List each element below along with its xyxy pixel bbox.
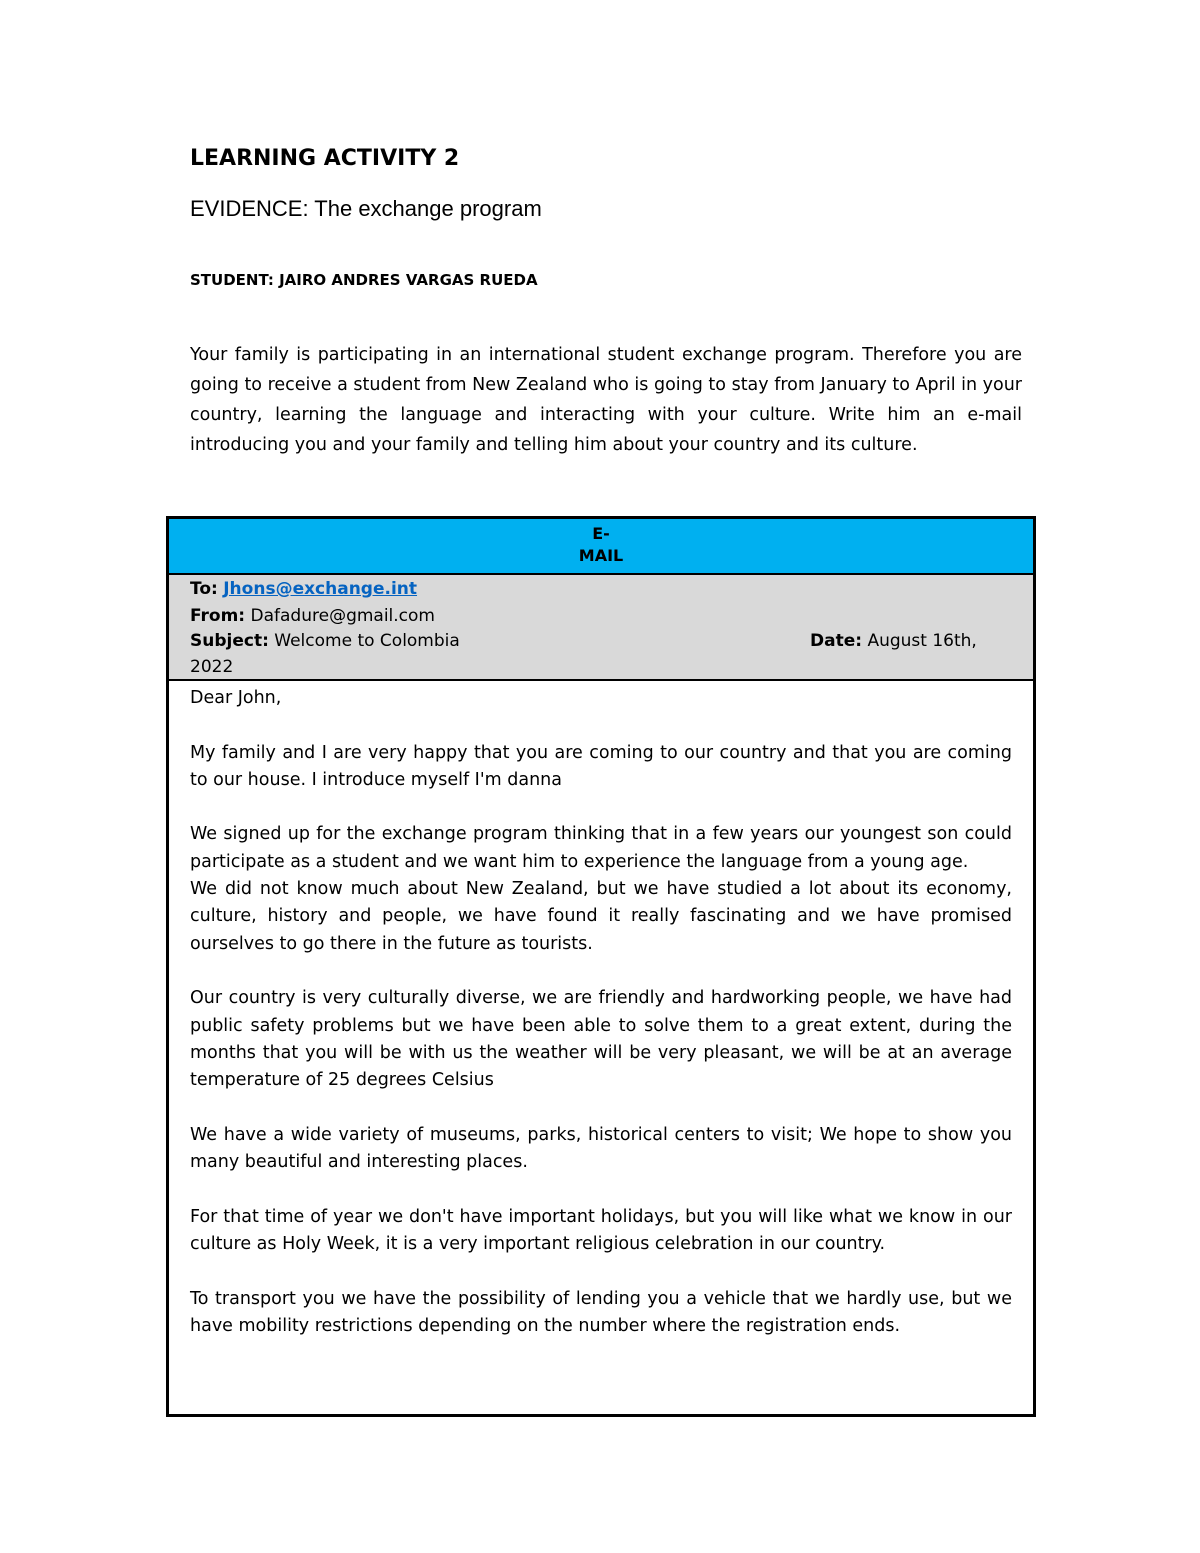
from-label: From:: [190, 606, 246, 626]
email-header: [169, 519, 1033, 575]
body-paragraph-1: My family and I are very happy that you are coming to our country and that you are coming to our house. I introduce myself I'm danna: [190, 742, 1012, 790]
to-email-link[interactable]: Jhons@exchange.int: [223, 579, 418, 599]
subject-label: Subject:: [190, 631, 269, 651]
body-paragraph-3: We did not know much about New Zealand, but we have studied a lot about its economy, culture, history and people, we have found it really fascinating and we have promised ourselves to go there in the future as tourists.: [190, 879, 1012, 954]
from-row: [190, 606, 435, 626]
body-paragraph-5: We have a wide variety of museums, parks, historical centers to visit; We hope to show you many beautiful and interesting places.: [190, 1124, 1012, 1173]
date-year: 2022: [190, 657, 234, 677]
to-row: [190, 579, 417, 599]
date-value: August 16th,: [867, 631, 977, 651]
date-label: Date:: [810, 631, 863, 651]
body-paragraph-6: For that time of year we don't have important holidays, but you will like what we know in our culture as Holy Week, it is a very important religious celebration in our country.: [190, 1206, 1012, 1254]
email-box: [166, 516, 1036, 1417]
evidence-title: EVIDENCE: The exchange program: [190, 196, 542, 221]
body-paragraph-7: To transport you we have the possibility of lending you a vehicle that we hardly use, but we have mobility restrictions depending on the number where the registration ends.: [190, 1288, 1012, 1336]
subject-value: Welcome to Colombia: [274, 631, 460, 651]
email-body: [169, 681, 1033, 1340]
from-value: Dafadure@gmail.com: [250, 606, 435, 626]
email-header-line1: E-: [592, 524, 610, 543]
greeting: Dear John,: [190, 688, 282, 708]
date-row: [810, 631, 977, 651]
email-meta: [169, 575, 1033, 681]
email-header-line2: MAIL: [578, 546, 624, 565]
subject-row: [190, 631, 460, 651]
instructions-paragraph: Your family is participating in an international student exchange program. Therefore you are going to receive a student from New Zealand who is going to stay from January to April in your country, learning the language and interacting with your culture. Write him an e-mail introducing you and your family and telling him about your country and its culture.: [190, 345, 1022, 455]
student-name: STUDENT: JAIRO ANDRES VARGAS RUEDA: [190, 271, 538, 289]
to-label: To:: [190, 579, 218, 599]
body-paragraph-2: We signed up for the exchange program thinking that in a few years our youngest son could participate as a student and we want him to experience the language from a young age.: [190, 824, 1012, 872]
activity-heading: LEARNING ACTIVITY 2: [190, 146, 460, 171]
body-paragraph-4: Our country is very culturally diverse, we are friendly and hardworking people, we have had public safety problems but we have been able to solve them to a great extent, during the months that you will be with us the weather will be very pleasant, we will be at an average temperature of 25 degrees Celsius: [190, 988, 1012, 1091]
